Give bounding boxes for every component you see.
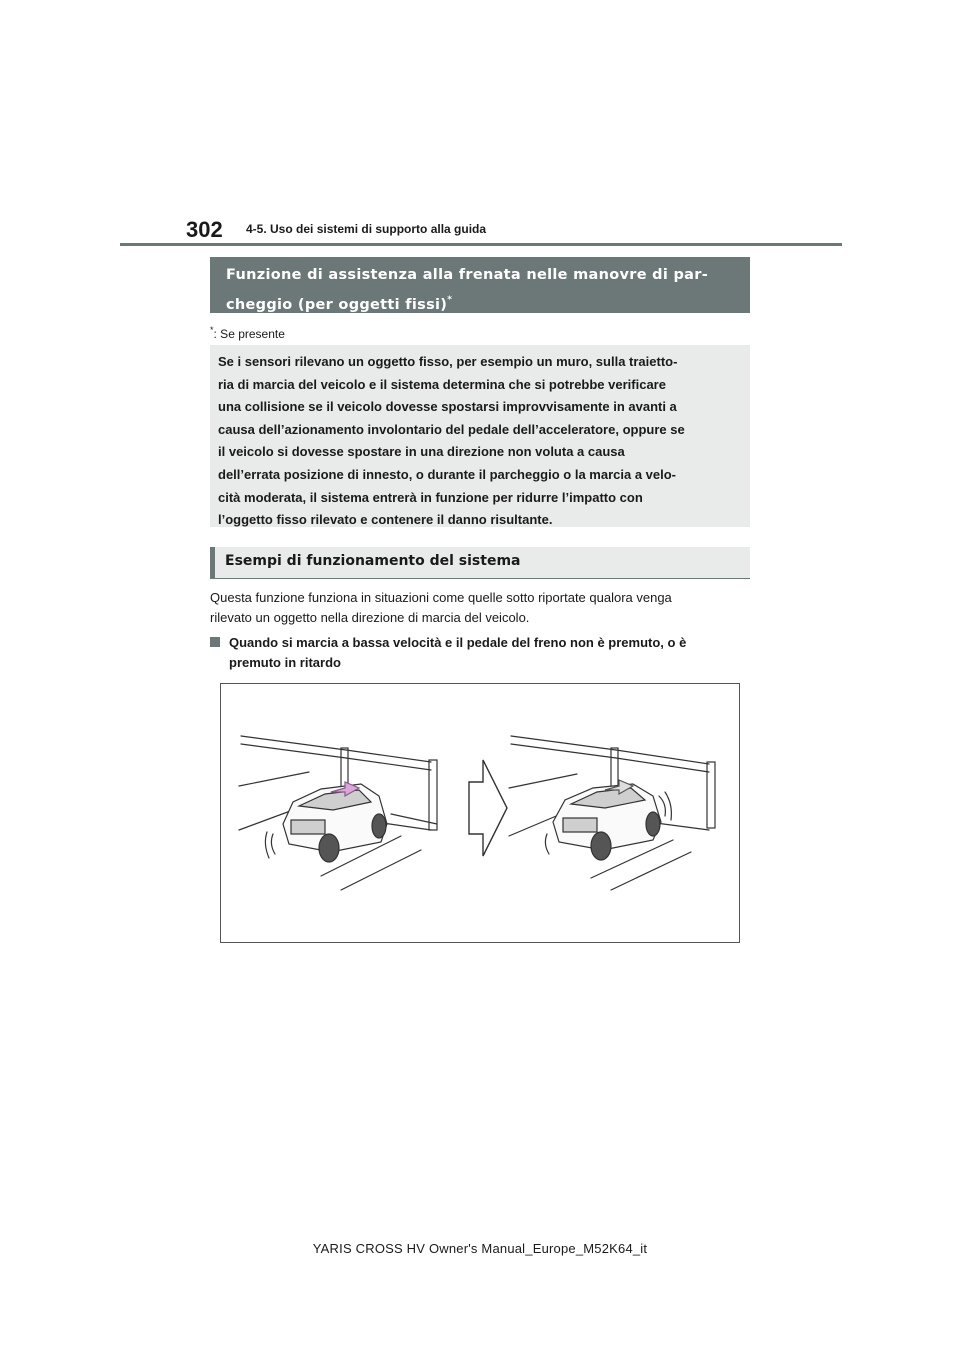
body-line: rilevato un oggetto nella direzione di marcia del veicolo. bbox=[210, 610, 530, 625]
header-divider bbox=[120, 243, 842, 246]
section-title-box bbox=[210, 257, 750, 313]
info-box bbox=[210, 345, 750, 527]
info-line: cità moderata, il sistema entrerà in funzione per ridurre l’impatto con bbox=[218, 489, 643, 505]
info-line: ria di marcia del veicolo e il sistema determina che si potrebbe verificare bbox=[218, 376, 666, 392]
car-parking-wall-diagram-icon bbox=[221, 684, 739, 942]
section-title-line-1: Funzione di assistenza alla frenata nelle manovre di par- bbox=[226, 267, 709, 283]
square-bullet-icon bbox=[210, 637, 220, 647]
info-line: il veicolo si dovesse spostare in una direzione non voluta a causa bbox=[218, 444, 625, 460]
body-line: Questa funzione funziona in situazioni come quelle sotto riportate qualora venga bbox=[210, 590, 672, 605]
subsection-heading: Esempi di funzionamento del sistema bbox=[210, 547, 750, 579]
footnote-text: : Se presente bbox=[213, 327, 285, 341]
info-line: dell’errata posizione di innesto, o durante il parcheggio o la marcia a velo- bbox=[218, 466, 676, 482]
page-footer: YARIS CROSS HV Owner's Manual_Europe_M52K64_it bbox=[312, 1241, 648, 1256]
info-line: l’oggetto fisso rilevato e contenere il danno risultante. bbox=[218, 512, 553, 528]
body-paragraph bbox=[210, 588, 750, 628]
section-title-text: cheggio (per oggetti fissi) bbox=[226, 297, 448, 313]
page-number: 302 bbox=[186, 217, 223, 242]
chapter-title: 4-5. Uso dei sistemi di supporto alla guida bbox=[246, 222, 487, 236]
footnote bbox=[210, 325, 285, 341]
info-line: Se i sensori rilevano un oggetto fisso, per esempio un muro, sulla traietto- bbox=[218, 354, 678, 369]
footnote-marker: * bbox=[210, 325, 214, 335]
footnote-marker: * bbox=[447, 295, 453, 305]
right-arrow-icon bbox=[469, 760, 507, 856]
info-line: una collisione se il veicolo dovesse spostarsi improvvisamente in avanti a bbox=[218, 399, 677, 415]
section-title-line-2 bbox=[226, 288, 736, 318]
info-line: causa dell’azionamento involontario del pedale dell’acceleratore, oppure se bbox=[218, 421, 685, 437]
bullet-item bbox=[210, 633, 750, 673]
bullet-line: Quando si marcia a bassa velocità e il pedale del freno non è premuto, o è bbox=[229, 635, 687, 650]
bullet-line: premuto in ritardo bbox=[229, 655, 341, 670]
illustration-parking-wall bbox=[220, 683, 740, 943]
